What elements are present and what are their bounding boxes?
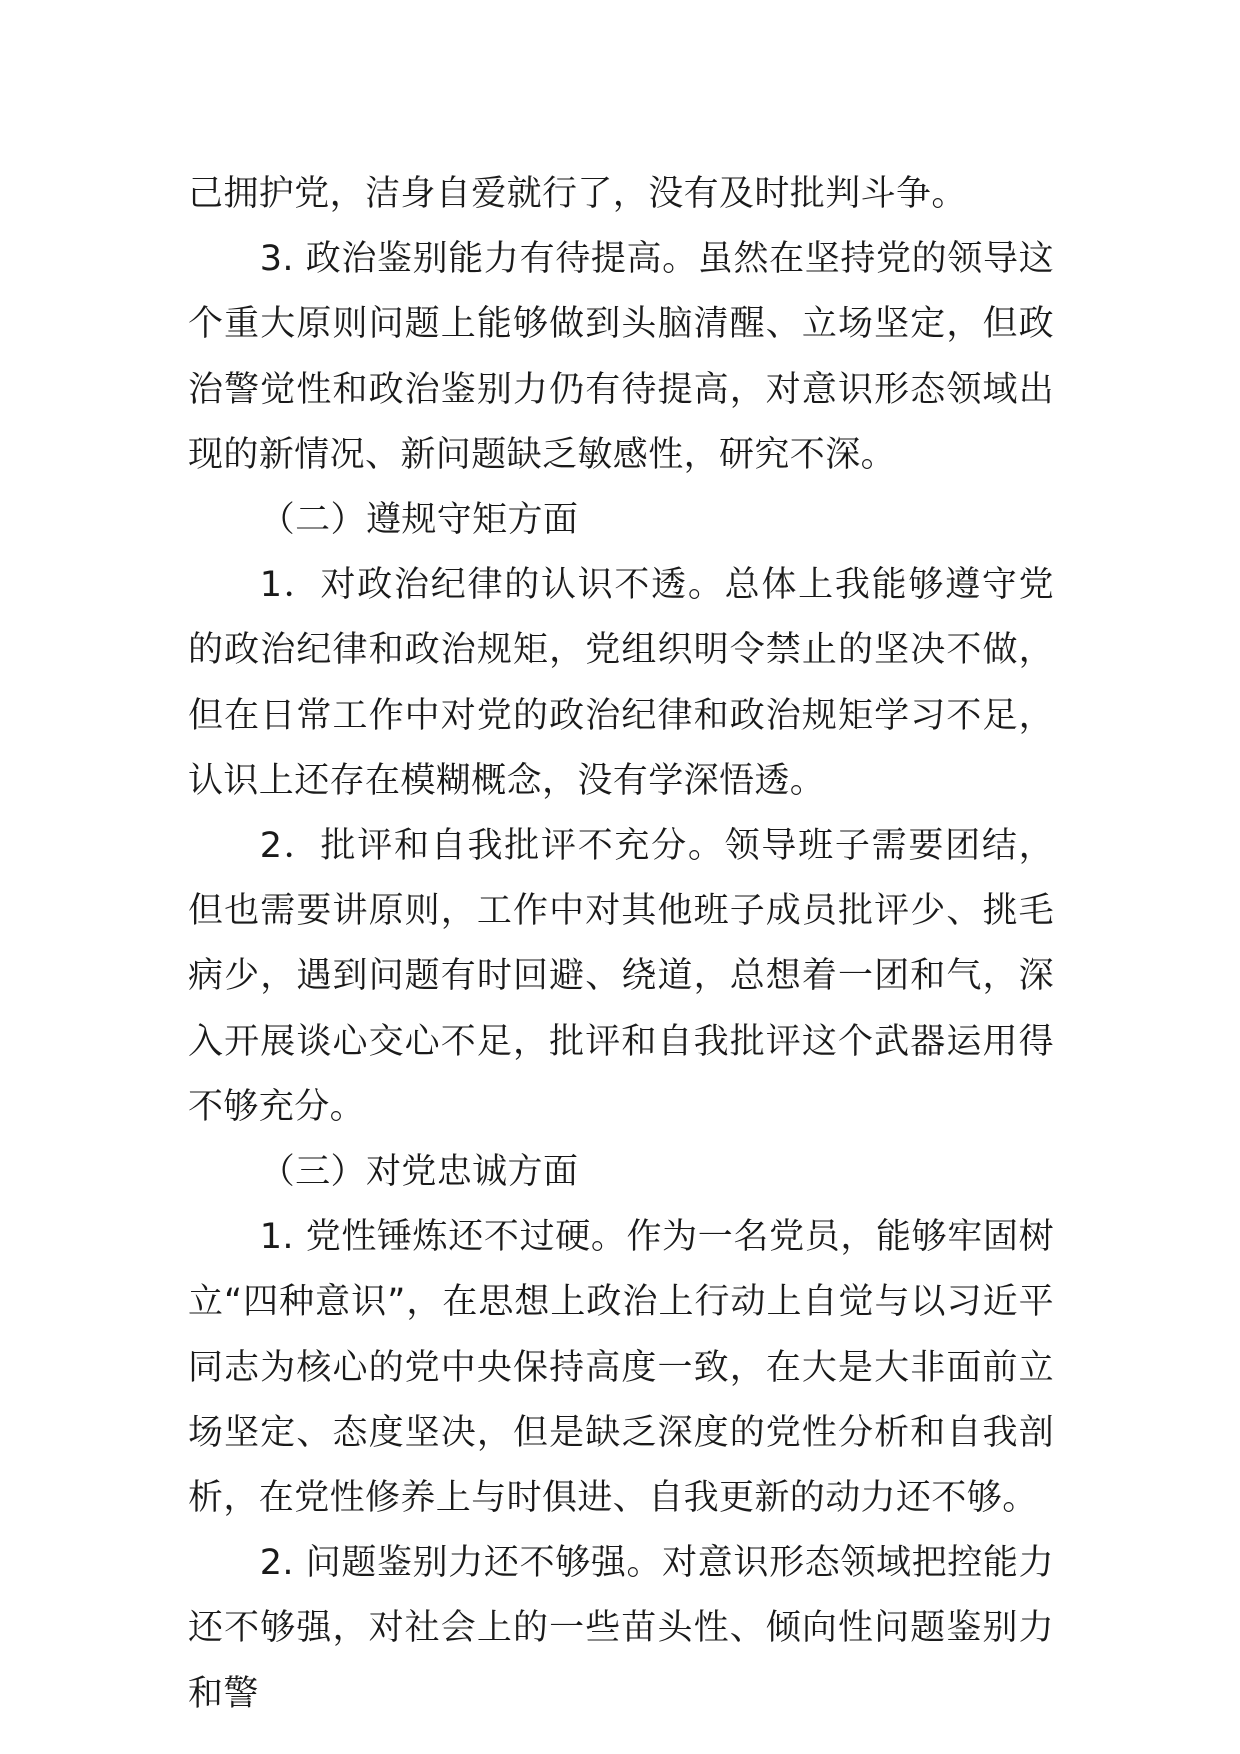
paragraph-item-criticism: 2．批评和自我批评不充分。领导班子需要团结，但也需要讲原则，工作中对其他班子成员批评少、挑毛病少，遇到问题有时回避、绕道，总想着一团和气，深入开展谈心交心不足，批评和自我批评这个武器运用得不够充分。 (188, 826, 1054, 1127)
paragraph-item-problem-discernment: 2. 问题鉴别力还不够强。对意识形态领域把控能力还不够强，对社会上的一些苗头性、倾向性问题鉴别力和警 (188, 1543, 1054, 1714)
document-body (188, 162, 1054, 1727)
section-heading-rules: （二）遵规守矩方面 (259, 500, 579, 541)
paragraph-item-party-spirit: 1. 党性锤炼还不过硬。作为一名党员，能够牢固树立“四种意识”，在思想上政治上行动上自觉与以习近平同志为核心的党中央保持高度一致，在大是大非面前立场坚定、态度坚决，但是缺乏深度的党性分析和自我剖析，在党性修养上与时俱进、自我更新的动力还不够。 (188, 1217, 1054, 1519)
paragraph-item-political-discernment: 3. 政治鉴别能力有待提高。虽然在坚持党的领导这个重大原则问题上能够做到头脑清醒、立场坚定，但政治警觉性和政治鉴别力仍有待提高，对意识形态领域出现的新情况、新问题缺乏敏感性，研究不深。 (188, 239, 1054, 475)
paragraph-item-political-discipline: 1．对政治纪律的认识不透。总体上我能够遵守党的政治纪律和政治规矩，党组织明令禁止的坚决不做，但在日常工作中对党的政治纪律和政治规矩学习不足，认识上还存在模糊概念，没有学深悟透。 (188, 565, 1054, 801)
section-heading-loyalty: （三）对党忠诚方面 (259, 1152, 579, 1193)
paragraph-continuation: 己拥护党，洁身自爱就行了，没有及时批判斗争。 (188, 174, 967, 214)
